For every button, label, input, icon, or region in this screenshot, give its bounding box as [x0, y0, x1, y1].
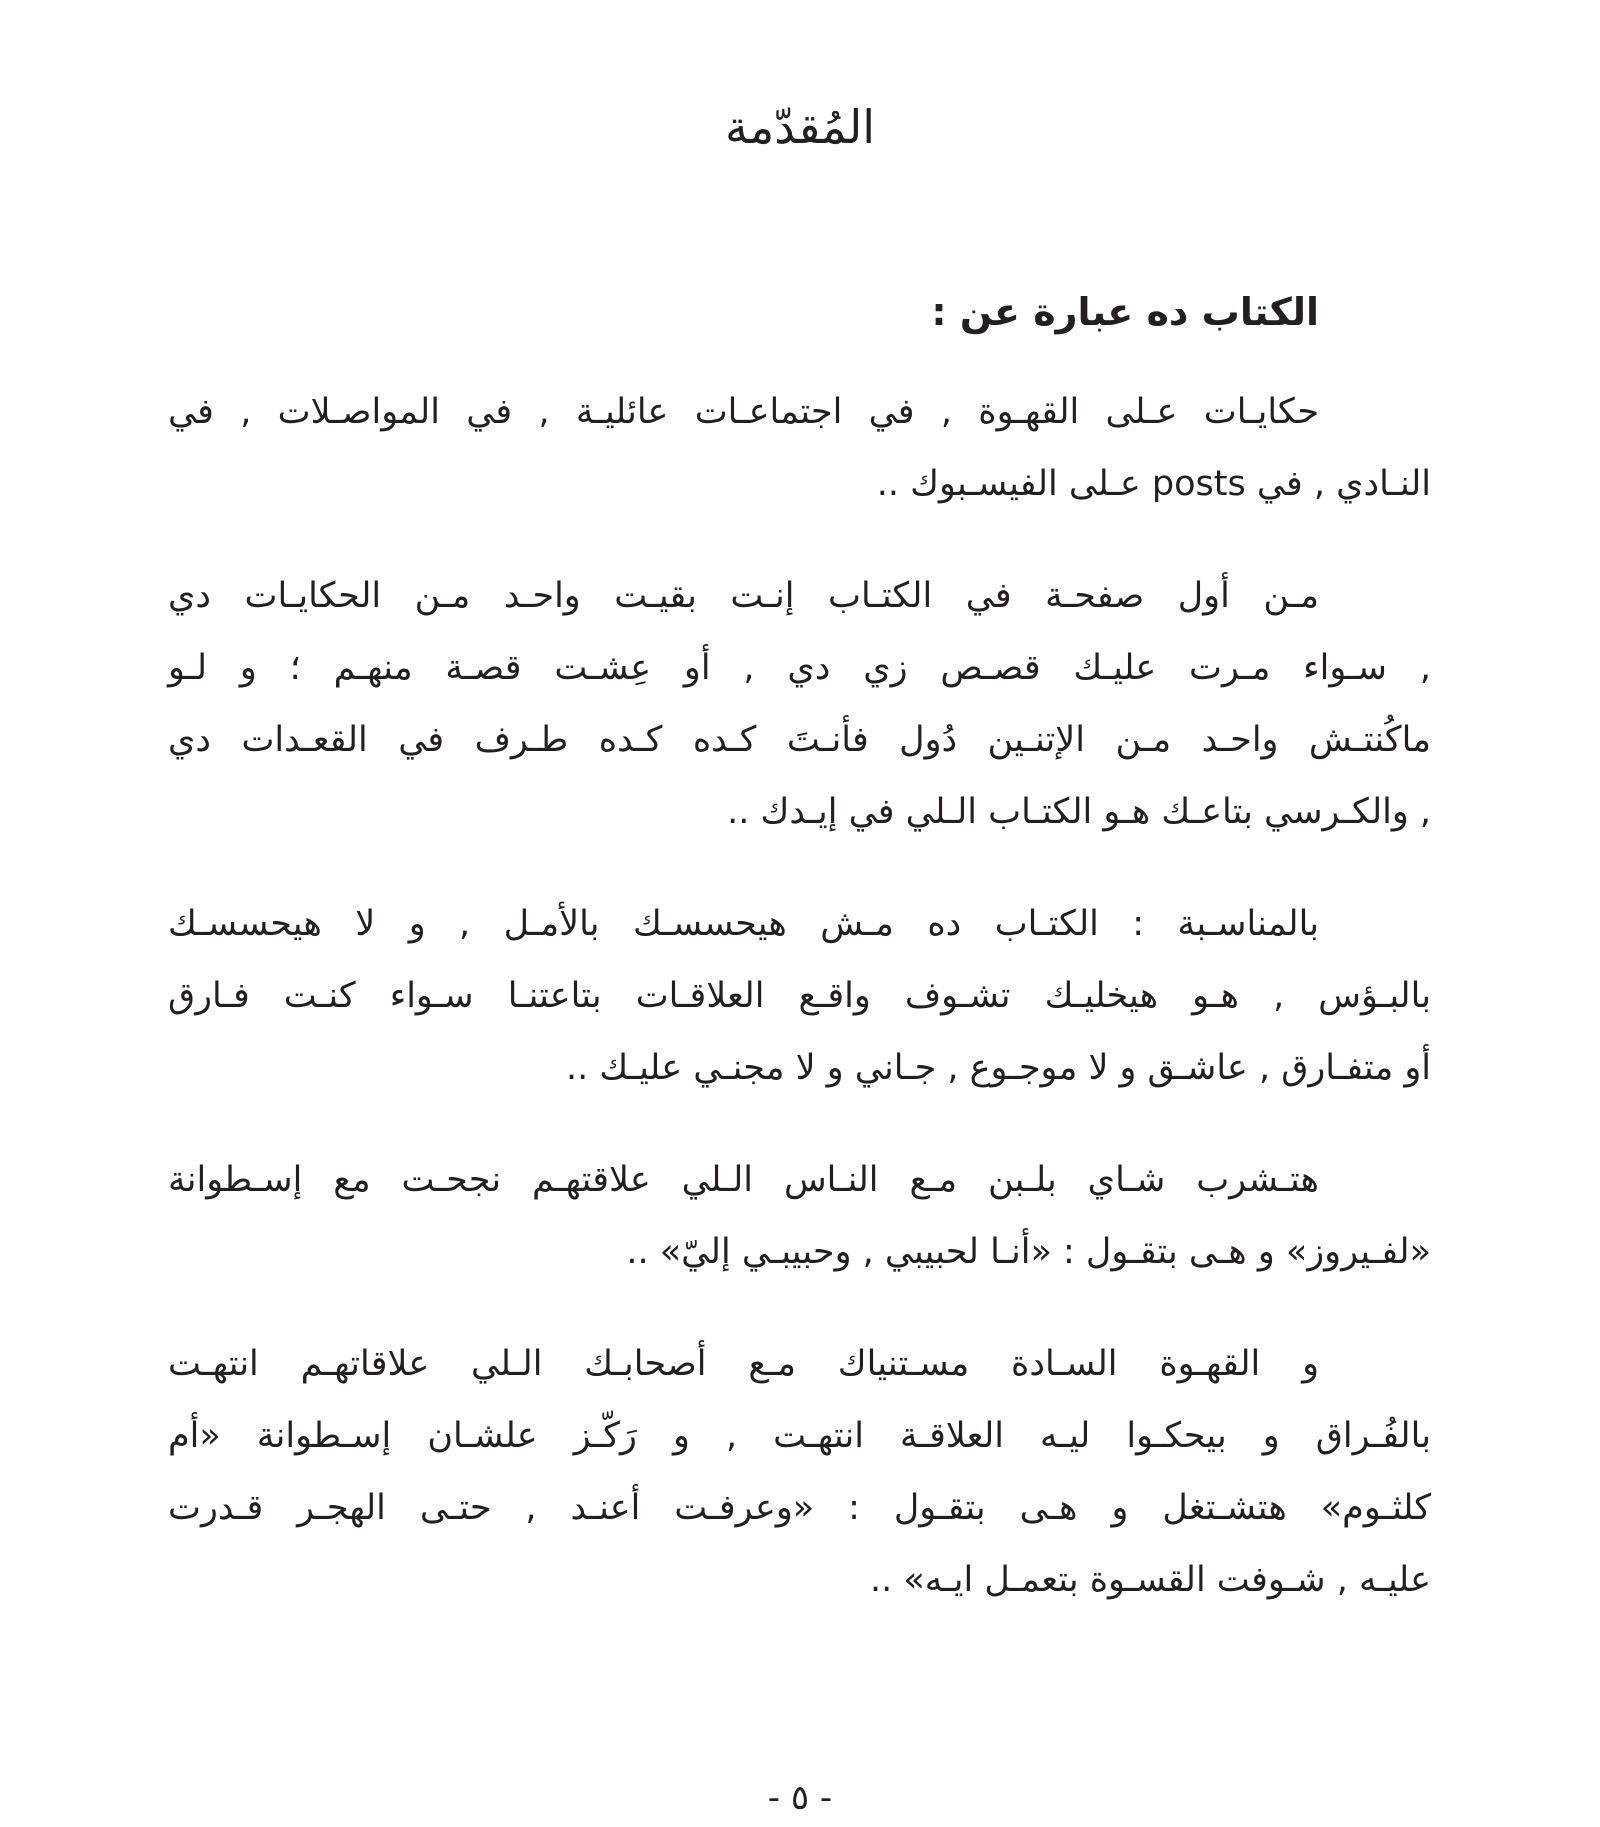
section-heading: الكتاب ده عبارة عن :	[931, 290, 1319, 334]
paragraph-line: النـادي , في posts عـلى الفيسـبوك ..	[876, 464, 1431, 504]
paragraph-line: «لفـيروز» و هـى بتقـول : «أنـا لحبيبي , وحبيبـي إليّ» ..	[626, 1232, 1431, 1272]
page-title: المُقدّمة	[724, 100, 876, 154]
paragraph-line: أو متفـارق , عاشـق و لا موجـوع , جـاني و لا مجنـي عليـك ..	[565, 1048, 1431, 1088]
paragraph-line: ماكُنتـش واحـد مـن الإتنـين دُول فأنـتَ كـده كـده طـرف في القعـدات دي	[168, 720, 1431, 760]
paragraph-line: , والكـرسي بتاعـك هـو الكتـاب الـلي في إيـدك ..	[727, 792, 1431, 832]
paragraph-line: مـن أول صفحـة في الكتـاب إنـت بقيـت واحـد مـن الحكايـات دي	[168, 576, 1319, 616]
paragraph-line: حكايـات عـلى القهـوة , في اجتماعـات عائليـة , في المواصـلات , في	[168, 392, 1319, 432]
page-content	[168, 280, 1431, 1656]
paragraph	[168, 1328, 1431, 1616]
paragraph	[168, 888, 1431, 1104]
paragraph	[168, 1144, 1431, 1288]
page-number: - ٥ -	[767, 1778, 833, 1818]
paragraph	[168, 376, 1431, 520]
paragraph-line: و القهـوة السـادة مسـتنياك مـع أصحابـك الـلي علاقاتهـم انتهـت	[168, 1344, 1319, 1384]
paragraph-line: , سـواء مـرت عليـك قصـص زي دي , أو عِشـت قصـة منهـم ؛ و لـو	[168, 648, 1431, 688]
paragraph-line: بالمناسـبة : الكتـاب ده مـش هيحسسـك بالأمـل , و لا هيحسسـك	[168, 904, 1319, 944]
paragraph-line: بالفُـراق و بيحكـوا ليـه العلاقـة انتهـت , و رَكّـز علشـان إسـطوانة «أم	[168, 1416, 1431, 1456]
paragraph-line: كلثـوم» هتشـتغل و هـى بتقـول : «وعرفـت أعنـد , حتـى الهجـر قـدرت	[168, 1488, 1431, 1528]
paragraph-line: بالبـؤس , هـو هيخليـك تشـوف واقـع العلاقـات بتاعتنـا سـواء كنـت فـارق	[168, 976, 1431, 1016]
paragraph-line: هتـشرب شـاي بلـبن مـع النـاس الـلي علاقتهـم نجحـت مع إسـطوانة	[168, 1160, 1319, 1200]
paragraph-line: عليـه , شـوفت القسـوة بتعمـل ايـه» ..	[869, 1560, 1431, 1600]
paragraph	[168, 560, 1431, 848]
